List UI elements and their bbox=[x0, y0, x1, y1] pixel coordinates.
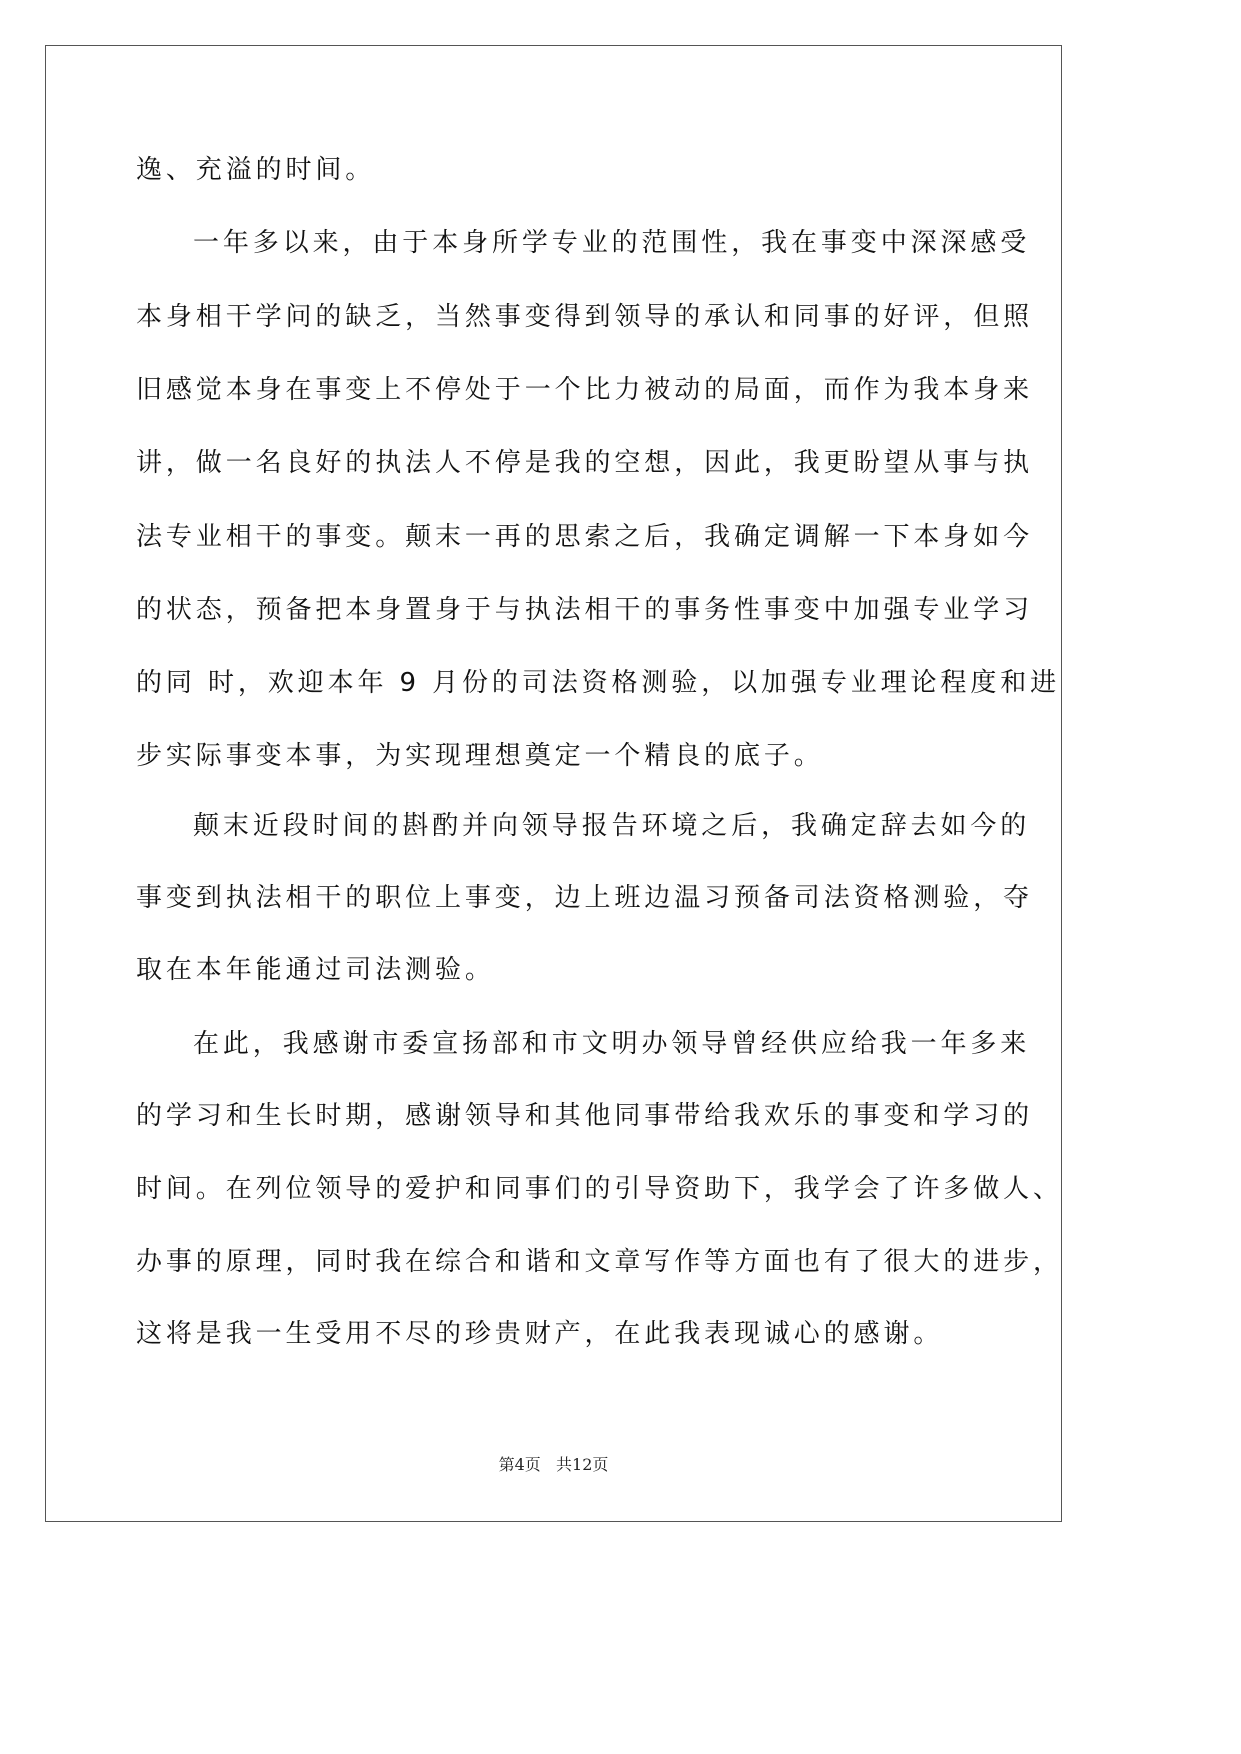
text-line: 的同 时，欢迎本年 9 月份的司法资格测验，以加强专业理论程度和进 bbox=[136, 668, 1061, 698]
text-line: 法专业相干的事变。颠末一再的思索之后，我确定调解一下本身如今 bbox=[136, 522, 1034, 552]
paragraph-first-line: 颠末近段时间的斟酌并向领导报告环境之后，我确定辞去如今的 bbox=[193, 811, 1031, 841]
text-line: 的状态，预备把本身置身于与执法相干的事务性事变中加强专业学习 bbox=[136, 595, 1034, 625]
text-line: 步实际事变本事，为实现理想奠定一个精良的底子。 bbox=[136, 741, 824, 771]
page-number-footer: 第4页 共12页 bbox=[498, 1455, 609, 1474]
text-line: 事变到执法相干的职位上事变，边上班边温习预备司法资格测验，夺 bbox=[136, 883, 1034, 913]
text-line: 本身相干学问的缺乏，当然事变得到领导的承认和同事的好评，但照 bbox=[136, 302, 1034, 332]
text-line: 时间。在列位领导的爱护和同事们的引导资助下，我学会了许多做人、 bbox=[136, 1174, 1063, 1204]
paragraph-first-line: 一年多以来，由于本身所学专业的范围性，我在事变中深深感受 bbox=[193, 228, 1031, 258]
text-line: 逸、充溢的时间。 bbox=[136, 155, 376, 185]
text-line: 这将是我一生受用不尽的珍贵财产，在此我表现诚心的感谢。 bbox=[136, 1319, 944, 1349]
paragraph-first-line: 在此，我感谢市委宣扬部和市文明办领导曾经供应给我一年多来 bbox=[193, 1029, 1031, 1059]
text-line: 取在本年能通过司法测验。 bbox=[136, 955, 495, 985]
text-line: 的学习和生长时期，感谢领导和其他同事带给我欢乐的事变和学习的 bbox=[136, 1101, 1034, 1131]
page-border bbox=[45, 45, 1062, 1522]
text-line: 办事的原理，同时我在综合和谐和文章写作等方面也有了很大的进步， bbox=[136, 1247, 1063, 1277]
text-line: 讲，做一名良好的执法人不停是我的空想，因此，我更盼望从事与执 bbox=[136, 448, 1034, 478]
text-line: 旧感觉本身在事变上不停处于一个比力被动的局面，而作为我本身来 bbox=[136, 375, 1034, 405]
